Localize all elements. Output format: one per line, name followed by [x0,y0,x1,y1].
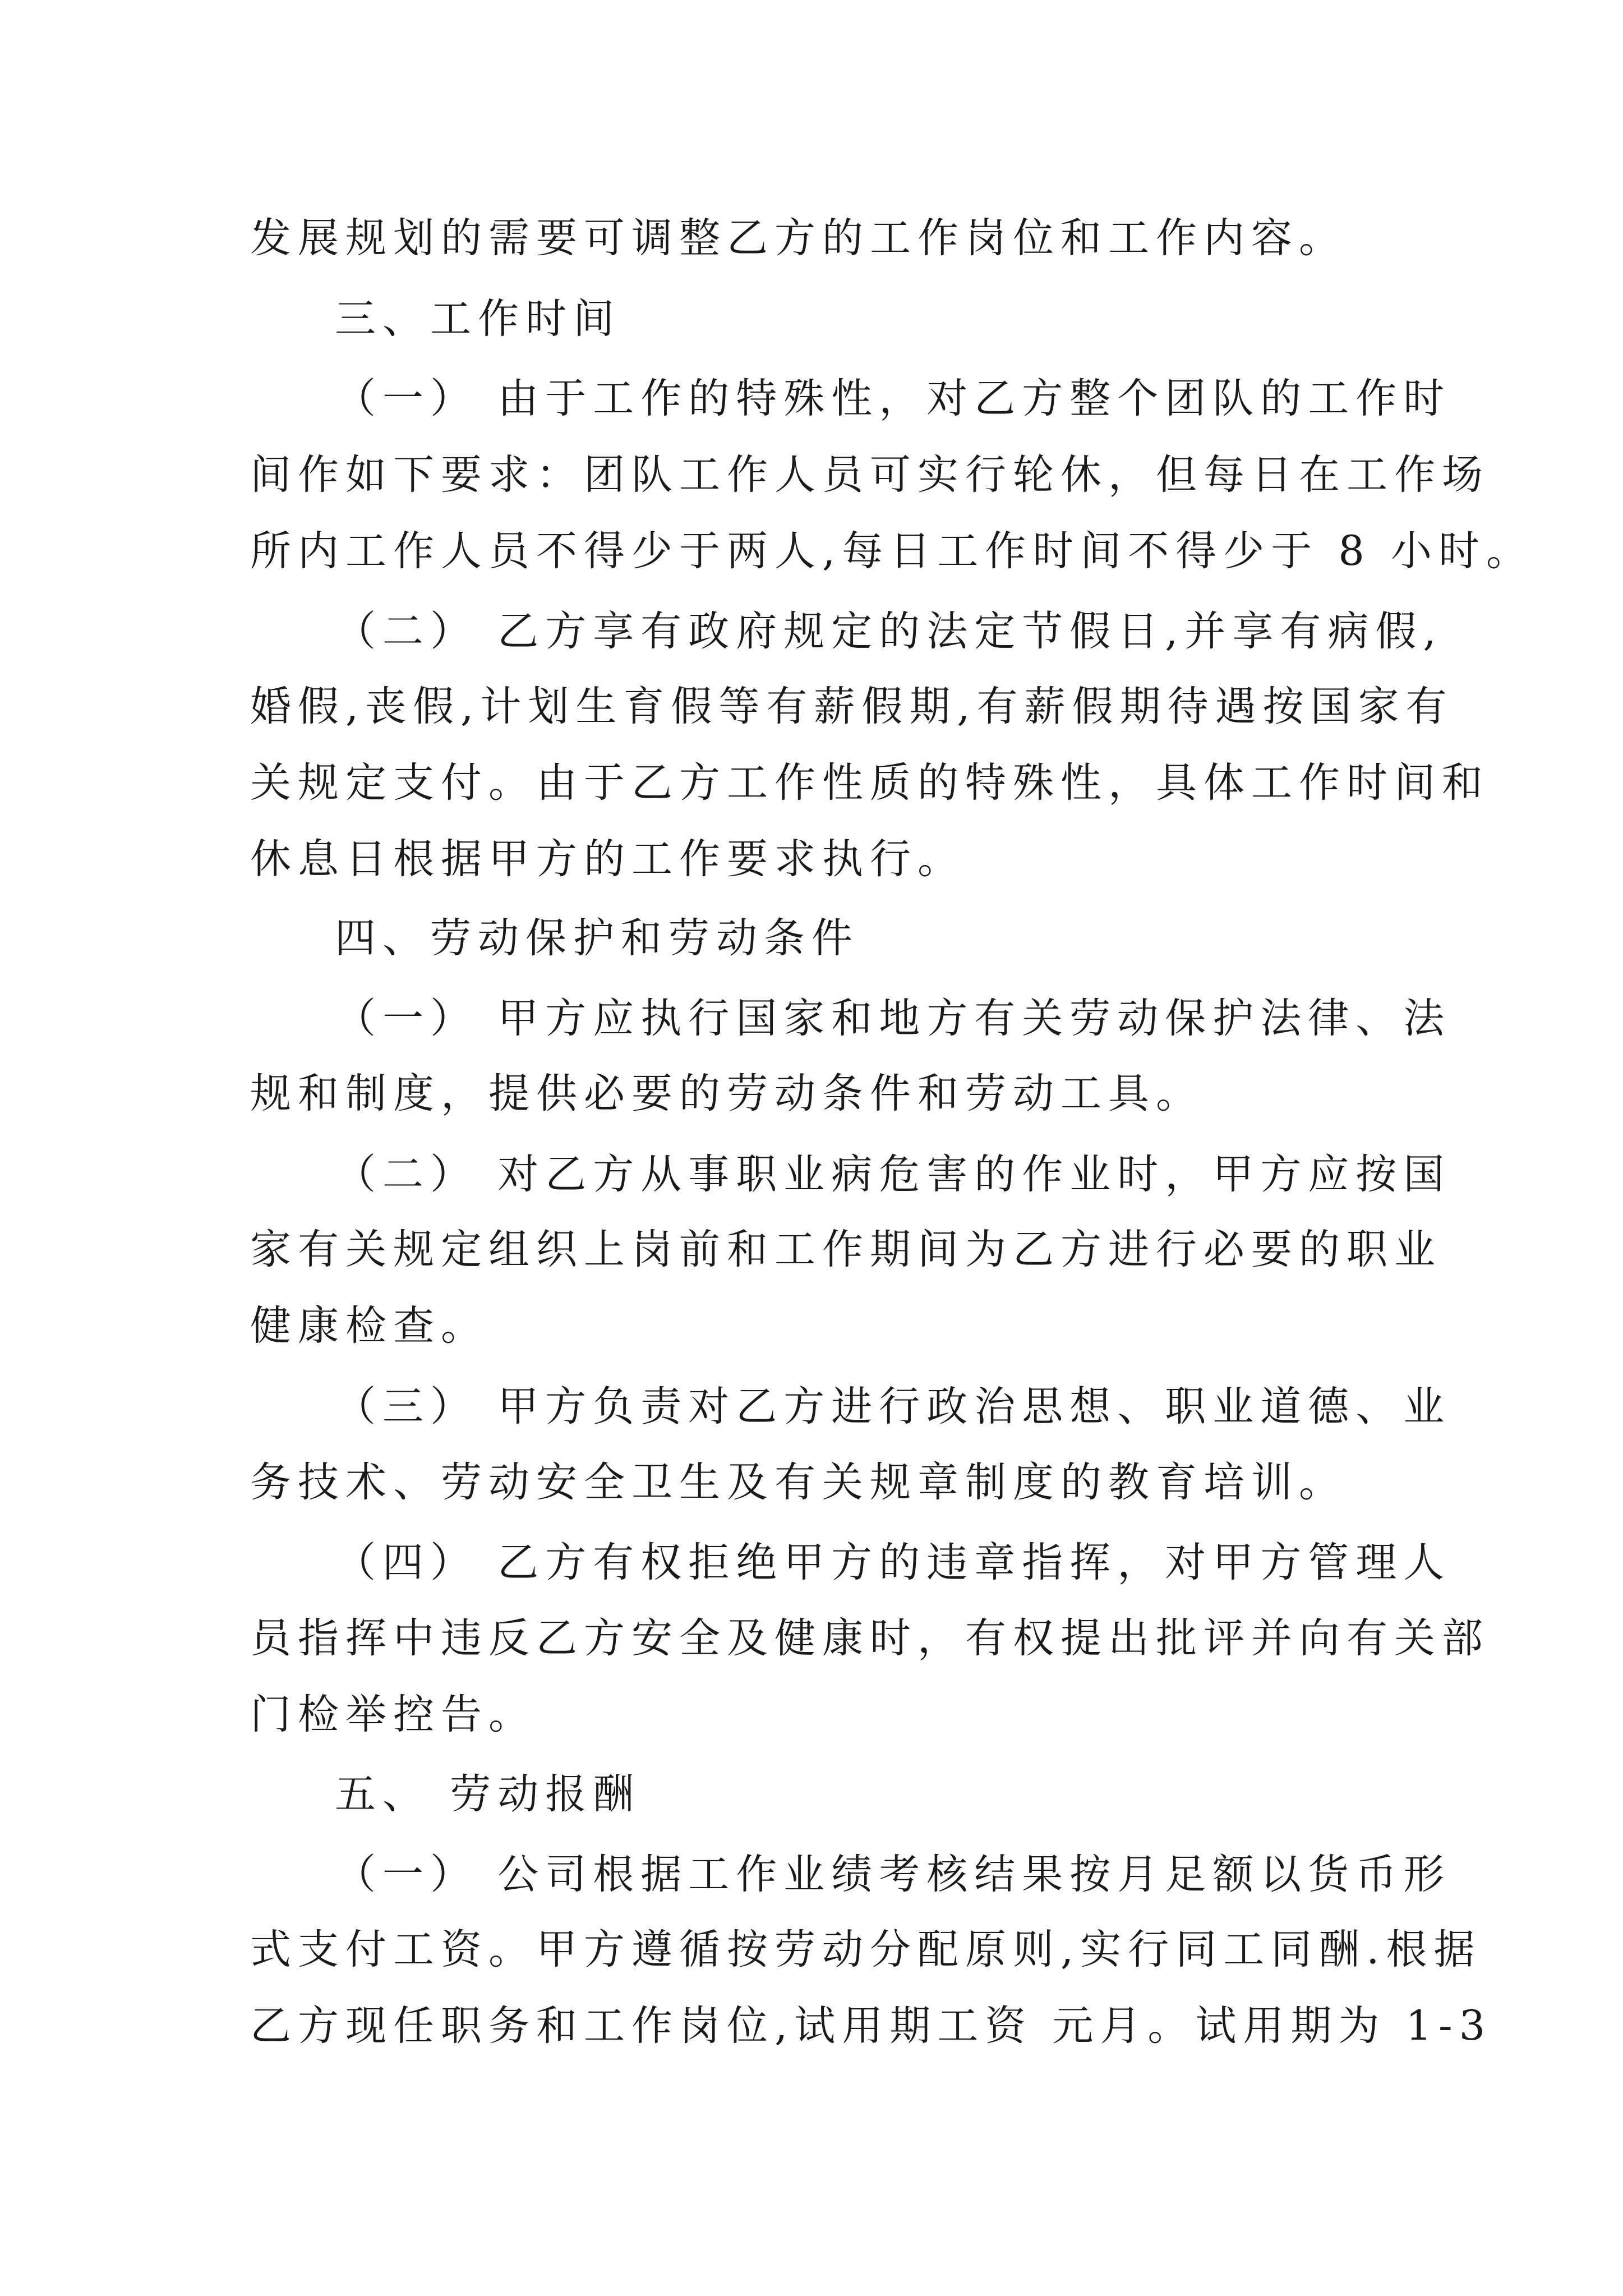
text-line: 员指挥中违反乙方安全及健康时，有权提出批评并向有关部 [250,1614,1490,1662]
text-line: 休息日根据甲方的工作要求执行。 [250,835,965,883]
clause-start: （一） 甲方应执行国家和地方有关劳动保护法律、法 [335,995,1451,1042]
section-heading-work-time: 三、工作时间 [335,295,621,343]
text-line: 门检举控告。 [250,1691,536,1738]
section-heading-labor-protection: 四、劳动保护和劳动条件 [335,914,859,962]
text-line: 乙方现任职务和工作岗位,试用期工资 元月。试用期为 1-3 [250,2002,1492,2050]
clause-start: （一） 公司根据工作业绩考核结果按月足额以货币形 [335,1851,1451,1898]
text-line: 间作如下要求：团队工作人员可实行轮休，但每日在工作场 [250,451,1490,499]
clause-start: （四） 乙方有权拒绝甲方的违章指挥，对甲方管理人 [335,1539,1451,1586]
text-line: 健康检查。 [250,1302,488,1350]
text-line: 婚假,丧假,计划生育假等有薪假期,有薪假期待遇按国家有 [250,683,1454,730]
clause-start: （二） 对乙方从事职业病危害的作业时，甲方应按国 [335,1151,1451,1198]
text-line: 式支付工资。甲方遵循按劳动分配原则,实行同工同酬.根据 [250,1926,1482,1973]
text-line: 规和制度，提供必要的劳动条件和劳动工具。 [250,1070,1204,1117]
clause-start: （一） 由于工作的特殊性，对乙方整个团队的工作时 [335,375,1451,422]
text-line: 关规定支付。由于乙方工作性质的特殊性，具体工作时间和 [250,759,1490,807]
clause-start: （三） 甲方负责对乙方进行政治思想、职业道德、业 [335,1383,1451,1430]
text-line: 所内工作人员不得少于两人,每日工作时间不得少于 8 小时。 [250,527,1534,575]
clause-start: （二） 乙方享有政府规定的法定节假日,并享有病假, [335,608,1443,655]
text-line: 务技术、劳动安全卫生及有关规章制度的教育培训。 [250,1458,1347,1506]
text-line: 家有关规定组织上岗前和工作期间为乙方进行必要的职业 [250,1226,1442,1273]
text-line: 发展规划的需要可调整乙方的工作岗位和工作内容。 [250,214,1347,262]
section-heading-remuneration: 五、 劳动报酬 [335,1770,641,1818]
